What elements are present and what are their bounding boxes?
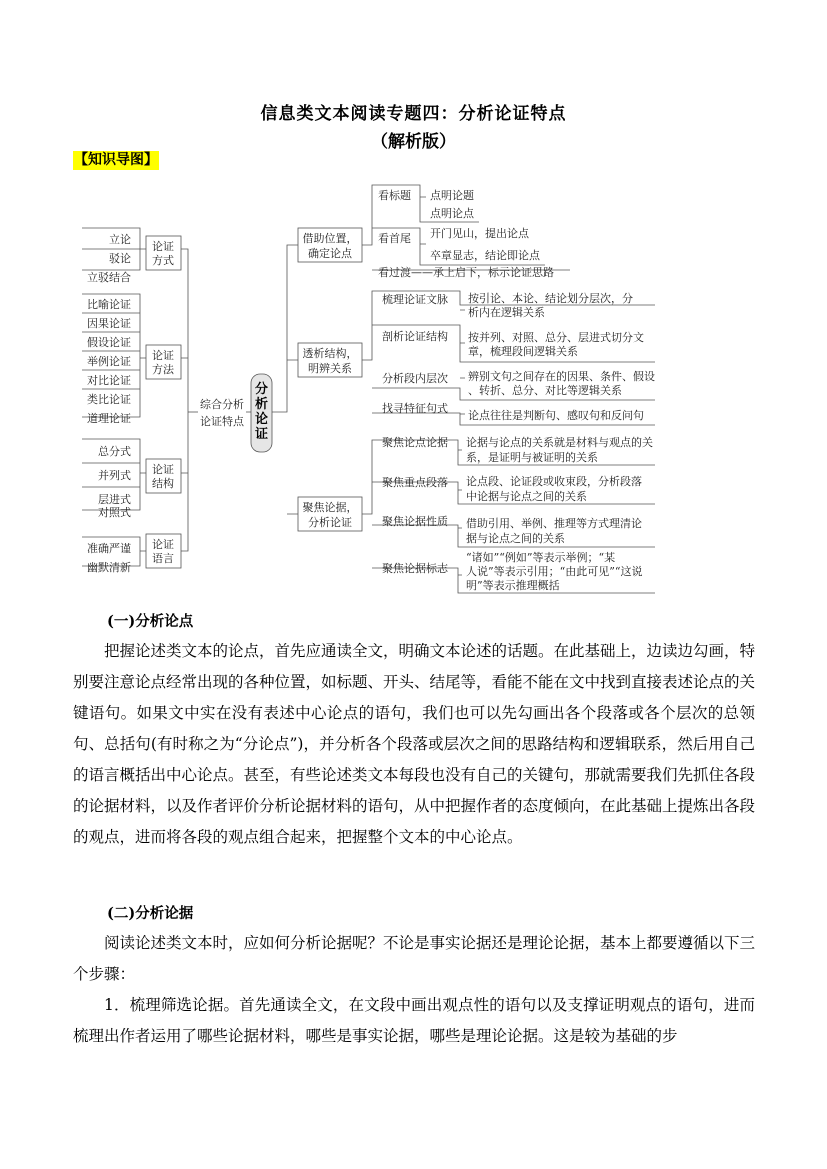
leaf-bolun: 驳论 [109,252,131,265]
leaf-method: 对比论证 [87,374,131,387]
detail-line: 论据与论点的关系就是材料与观点的关 [466,436,653,449]
detail [466,516,642,545]
leaf-method: 道理论证 [87,412,131,425]
detail [468,330,644,358]
section-heading: (二)分析论据 [107,905,194,922]
detail [466,435,653,464]
detail-line: 论点段、论证段或收束段，分析段落 [466,475,642,488]
branch: 找寻特征句式 [382,402,448,415]
label-part: 论证 [152,463,174,476]
label-part: 结构 [152,477,174,490]
detail: 论点往往是判断句、感叹句和反问句 [468,409,644,422]
core-char: 析 [254,397,269,412]
detail-line: 、转折、总分、对比等逻辑关系 [468,384,622,397]
label-part: 论证特点 [200,415,244,428]
label-part: 明辨关系 [308,362,352,375]
leaf-method: 类比论证 [87,393,131,406]
core-char: 论 [254,412,269,427]
branch: 聚焦论据标志 [382,562,448,575]
detail [466,474,642,503]
detail-line: 按引论、本论、结论划分层次，分 [468,292,633,305]
detail: 点明论点 [430,207,474,220]
leaf-structure: 对照式 [98,506,131,519]
leaf-method: 因果论证 [87,317,131,330]
section-paragraph: 阅读论述类文本时，应如何分析论据呢？不论是事实论据还是理论论据，基本上都要遵循以下三个步骤： [73,934,756,983]
label-part: 语言 [152,552,174,565]
detail-line: 系，是证明与被证明的关系 [466,451,598,464]
label-part: 聚焦论据， [302,501,358,514]
detail-line: 借助引用、举例、推理等方式理清论 [466,517,642,530]
branch: 剖析论证结构 [382,330,448,343]
section-heading: (一)分析论点 [107,613,194,630]
leaf-libojiehe: 立驳结合 [87,271,131,284]
detail-line: 明”等表示推理概括 [466,579,560,592]
label-part: 方法 [152,363,174,376]
core-char: 证 [254,427,269,442]
detail-line: 按并列、对照、总分、层进式切分文 [468,331,644,344]
core-node-label [255,381,268,442]
label-part: 确定论点 [308,247,352,260]
label-part: 综合分析 [200,398,244,411]
leaf-method: 举例论证 [87,355,131,368]
knowledge-map-tag: 【知识导图】 [74,152,158,168]
leaf-structure: 层进式 [98,493,131,506]
detail-line: 章，梳理段间逻辑关系 [468,345,578,358]
section-paragraph: 把握论述类文本的论点，首先应通读全文，明确文本论述的话题。在此基础上，边读边勾画，特别要注意论点经常出现的各种位置，如标题、开头、结尾等，看能不能在文中找到直接表述论点的关键语句。如果文中实在没有表述中心论点的语句，我们也可以先勾画出各个段落或各个层次的总领句、总括句(有时称之为“分论点”)，并分析各个段落或层次之间的思路结构和逻辑联系，然后用自己的语言概括出中心论点。甚至，有些论述类文本每段也没有自己的关键句，那就需要我们先抓住各段的论据材料，以及作者评价分析论据材料的语句，从中把握作者的态度倾向，在此基础上提炼出各段的观点，进而将各段的观点组合起来，把握整个文本的中心论点。 [73,642,756,846]
leaf-structure: 总分式 [98,445,131,458]
doc-subtitle: （解析版） [371,132,456,152]
detail: 卒章显志，结论即论点 [430,249,540,262]
middle-node-label [200,397,245,428]
leaf-method: 比喻论证 [87,298,131,311]
branch: 聚焦论点论据 [382,436,448,449]
detail-line: 据与论点之间的关系 [466,532,565,545]
label-part: 方式 [152,254,174,267]
detail-line: 辨别文句之间存在的因果、条件、假设 [468,370,655,383]
core-char: 分 [254,382,269,397]
label-part: 透析结构， [302,347,358,360]
left-group-label [152,349,175,376]
label-part: 分析论证 [308,516,352,529]
doc-title: 信息类文本阅读专题四：分析论证特点 [260,104,567,124]
detail [468,369,655,397]
leaf-language: 准确严谨 [87,542,131,555]
label-part: 论证 [152,349,174,362]
branch: 聚焦重点段落 [382,476,448,489]
branch: 分析段内层次 [382,372,448,385]
branch-biaoti: 看标题 [378,189,411,202]
leaf-structure: 并列式 [98,469,131,482]
leaf-lizheng: 立论 [109,233,131,246]
label-part: 借助位置， [302,232,358,245]
leaf-method: 假设论证 [87,336,131,349]
branch: 梳理论证文脉 [382,293,448,306]
leaf-language: 幽默清新 [87,561,131,574]
detail-line: 人说”等表示引用；“由此可见”“这说 [466,565,643,578]
label-part: 论证 [152,240,174,253]
left-group-label [152,538,174,565]
left-group-label [152,240,174,267]
label-part: 论证 [152,538,174,551]
branch-guodu: 看过渡——承上启下，标示论证思路 [378,266,554,279]
detail-line: 中论据与论点之间的关系 [466,490,587,503]
detail-line: “诸如”“例如”等表示举例；“某 [466,551,616,564]
left-group-label [152,463,174,490]
knowledge-mindmap [0,170,827,600]
section-paragraph: 1．梳理筛选论据。首先通读全文，在文段中画出观点性的语句以及支撑证明观点的语句，进而梳理出作者运用了哪些论据材料，哪些是事实论据，哪些是理论论据。这是较为基础的步 [73,996,755,1045]
detail [466,550,643,592]
detail-line: 析内在逻辑关系 [468,306,545,319]
detail: 点明论题 [430,189,474,202]
branch: 聚焦论据性质 [382,515,448,528]
branch-shouwei: 看首尾 [378,232,411,245]
detail: 开门见山，提出论点 [430,227,529,240]
